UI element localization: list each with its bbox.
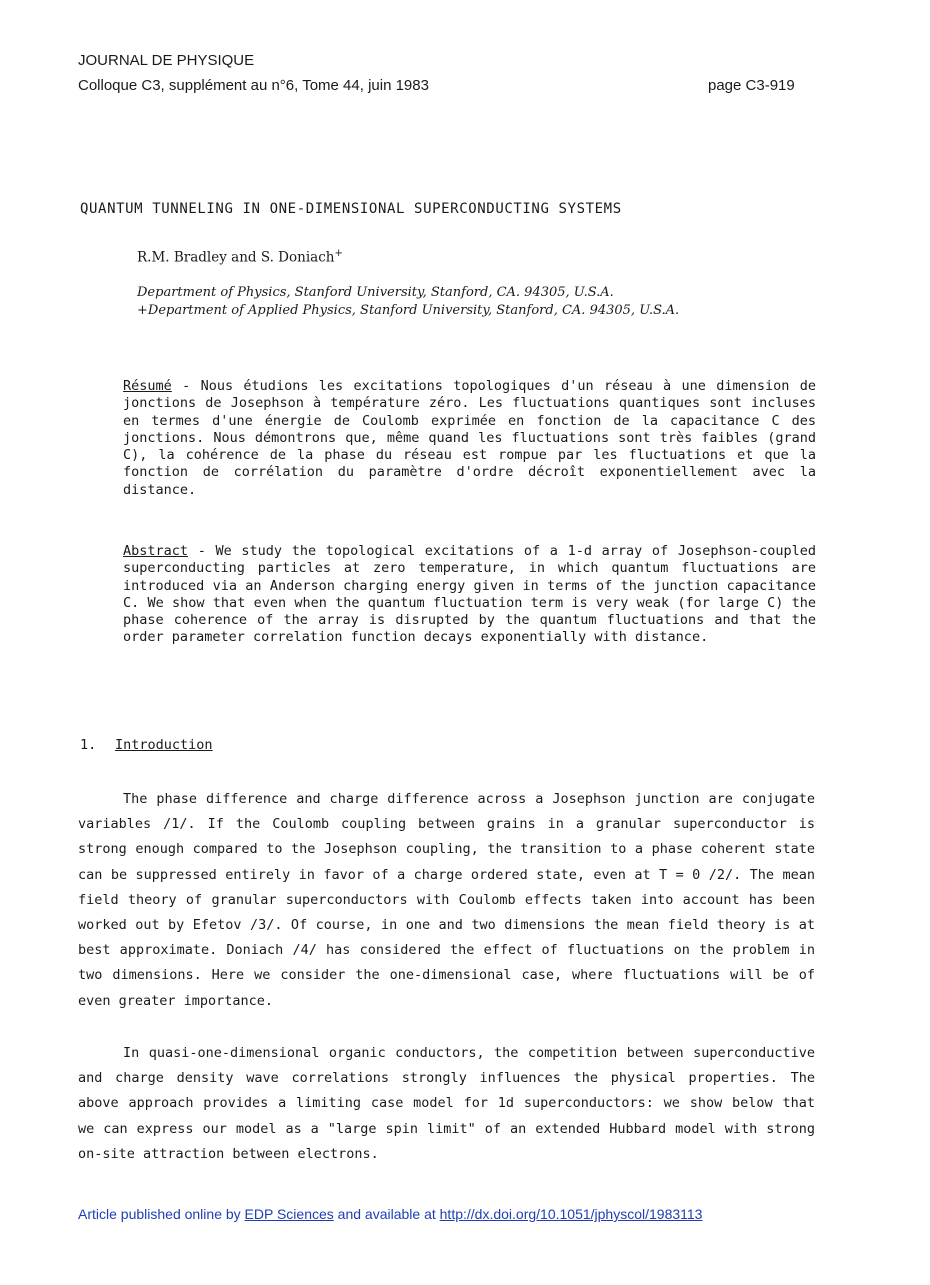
abstract xyxy=(123,543,816,647)
resume-label: Résumé xyxy=(123,378,172,394)
affiliation-2: +Department of Applied Physics, Stanford University, Stanford, CA. 94305, U.S.A. xyxy=(137,303,680,318)
abstract-text: - We study the topological excitations of a 1-d array of Josephson-coupled superconducting particles at zero temperature, in which quantum fluctuations are introduced via an Anderson charging energy given in terms of the junction capacitance C. We show that even when the quantum fluctuation term is very weak (for large C) the phase coherence of the array is disrupted by the quantum fluctuations and that the order parameter correlation function decays exponentially with distance. xyxy=(123,543,816,646)
paragraph-text: In quasi-one-dimensional organic conductors, the competition between superconductive and charge density wave correlations strongly influences the physical properties. The above approach provides a limiting case model for 1d superconductors: we show below that we can express our model as a "large spin limit" of an extended Hubbard model with strong on-site attraction between electrons. xyxy=(78,1045,815,1162)
section-number: 1. xyxy=(80,737,97,753)
resume xyxy=(123,378,816,499)
footer-middle: and available at xyxy=(333,1206,440,1222)
author-names: R.M. Bradley and S. Doniach xyxy=(137,249,335,266)
page-number: page C3-919 xyxy=(708,77,795,94)
publication-footer xyxy=(78,1206,702,1222)
paragraph-text: The phase difference and charge difference across a Josephson junction are conjugate variables /1/. If the Coulomb coupling between grains in a granular superconductor is strong enough compared to the Josephson coupling, the transition to a phase coherent state can be suppressed entirely in favor of a charge ordered state, even at T = 0 /2/. The mean field theory of granular superconductors with Coulomb effects taken into account has been worked out by Efetov /3/. Of course, in one and two dimensions the mean field theory is at best approximate. Doniach /4/ has considered the effect of fluctuations on the problem in two dimensions. Here we consider the one-dimensional case, where fluctuations will be of even greater importance. xyxy=(78,791,815,1009)
intro-paragraph-2 xyxy=(78,1041,815,1167)
abstract-label: Abstract xyxy=(123,543,189,559)
paper-title: QUANTUM TUNNELING IN ONE-DIMENSIONAL SUPERCONDUCTING SYSTEMS xyxy=(80,201,622,217)
footer-prefix: Article published online by xyxy=(78,1206,245,1222)
author-mark: + xyxy=(334,248,343,259)
journal-issue: Colloque C3, supplément au n°6, Tome 44, juin 1983 xyxy=(78,77,429,94)
section-heading xyxy=(80,737,213,753)
affiliations xyxy=(137,284,797,320)
publisher-link[interactable]: EDP Sciences xyxy=(244,1206,334,1222)
authors xyxy=(137,248,343,266)
section-title: Introduction xyxy=(115,737,213,753)
resume-text: - Nous étudions les excitations topologiques d'un réseau à une dimension de jonctions de Josephson à température zéro. Les fluctuations quantiques sont incluses en termes d'une énergie de Coulomb exprimée en fonction de la capacitance C des jonctions. Nous démontrons que, même quand les fluctuations sont très faibles (grand C), la cohérence de la phase du réseau est rompue par les fluctuations et que la fonction de corrélation du paramètre d'ordre décroît exponentiellement avec la distance. xyxy=(123,378,816,498)
affiliation-1: Department of Physics, Stanford University, Stanford, CA. 94305, U.S.A. xyxy=(137,285,614,300)
journal-name: JOURNAL DE PHYSIQUE xyxy=(78,52,255,69)
intro-paragraph-1 xyxy=(78,787,815,1014)
doi-link[interactable]: http://dx.doi.org/10.1051/jphyscol/1983113 xyxy=(439,1206,703,1222)
